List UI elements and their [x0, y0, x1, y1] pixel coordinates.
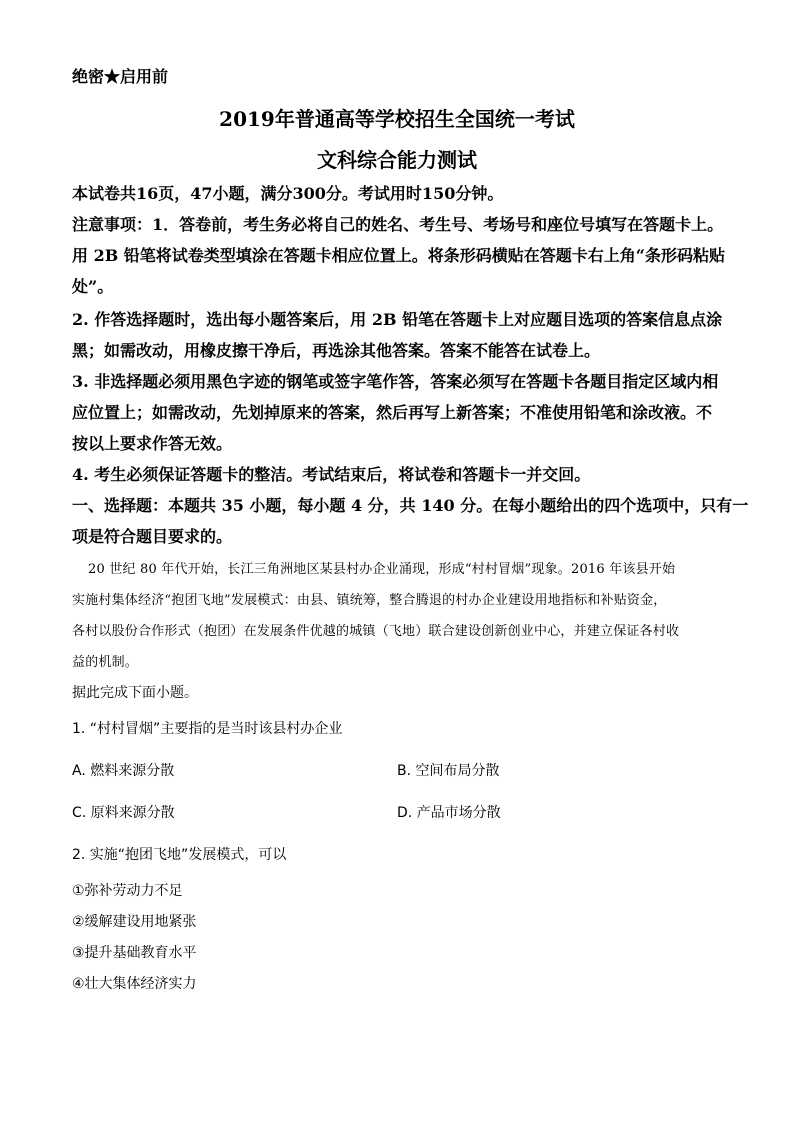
note1-line1: 注意事项：1．答卷前，考生务必将自己的姓名、考生号、考场号和座位号填写在答题卡上。 — [72, 215, 724, 234]
note2-line2: 黑；如需改动，用橡皮擦干净后，再选涂其他答案。答案不能答在试卷上。 — [72, 341, 601, 360]
note1-line3: 处”。 — [72, 277, 114, 296]
note3-line1: 3. 非选择题必须用黑色字迹的钢笔或签字笔作答，答案必须写在答题卡各题目指定区域内相 — [72, 372, 719, 391]
exam-subtitle: 文科综合能力测试 — [317, 148, 477, 172]
q1-option-c[interactable]: C. 原料来源分散 — [72, 805, 175, 821]
passage-line3: 各村以股份合作形式（抱团）在发展条件优越的城镇（飞地）联合建设创新创业中心，并建立保证各村收 — [72, 624, 680, 639]
note1-line2: 用 2B 铅笔将试卷类型填涂在答题卡相应位置上。将条形码横贴在答题卡右上角“条形码粘贴 — [72, 246, 726, 265]
section1-heading-line2: 项是符合题目要求的。 — [72, 527, 233, 546]
passage-line1: 20 世纪 80 年代开始，长江三角洲地区某县村办企业涌现，形成“村村冒烟”现象。2016 年该县开始 — [88, 562, 676, 577]
note2-line1: 2. 作答选择题时，选出每小题答案后，用 2B 铅笔在答题卡上对应题目选项的答案信息点涂 — [72, 310, 723, 329]
q2-stem: 2. 实施“抱团飞地”发展模式，可以 — [72, 847, 287, 863]
q2-item-4: ④壮大集体经济实力 — [72, 976, 197, 992]
note4: 4. 考生必须保证答题卡的整洁。考试结束后，将试卷和答题卡一并交回。 — [72, 465, 591, 484]
exam-title: 2019年普通高等学校招生全国统一考试 — [219, 107, 575, 131]
q2-item-3: ③提升基础教育水平 — [72, 945, 197, 961]
q1-stem: 1. “村村冒烟”主要指的是当时该县村办企业 — [72, 721, 343, 737]
passage-line2: 实施村集体经济“抱团飞地”发展模式：由县、镇统筹，整合腾退的村办企业建设用地指标和补贴资金， — [72, 593, 667, 608]
secret-mark: 绝密★启用前 — [72, 67, 169, 86]
q1-option-d[interactable]: D. 产品市场分散 — [397, 805, 501, 821]
note3-line2: 应位置上；如需改动，先划掉原来的答案，然后再写上新答案；不准使用铅笔和涂改液。不 — [72, 403, 713, 422]
q2-item-2: ②缓解建设用地紧张 — [72, 914, 197, 930]
q1-option-a[interactable]: A. 燃料来源分散 — [72, 763, 175, 779]
passage-line4: 益的机制。 — [72, 655, 139, 670]
note3-line3: 按以上要求作答无效。 — [72, 434, 233, 453]
q2-item-1: ①弥补劳动力不足 — [72, 883, 183, 899]
question-prompt: 据此完成下面小题。 — [72, 685, 198, 701]
section1-heading-line1: 一、选择题：本题共 35 小题，每小题 4 分，共 140 分。在每小题给出的四个选项中，只有一 — [72, 496, 749, 515]
q1-option-b[interactable]: B. 空间布局分散 — [397, 763, 500, 779]
paper-summary: 本试卷共16页，47小题，满分300分。考试用时150分钟。 — [72, 184, 504, 203]
